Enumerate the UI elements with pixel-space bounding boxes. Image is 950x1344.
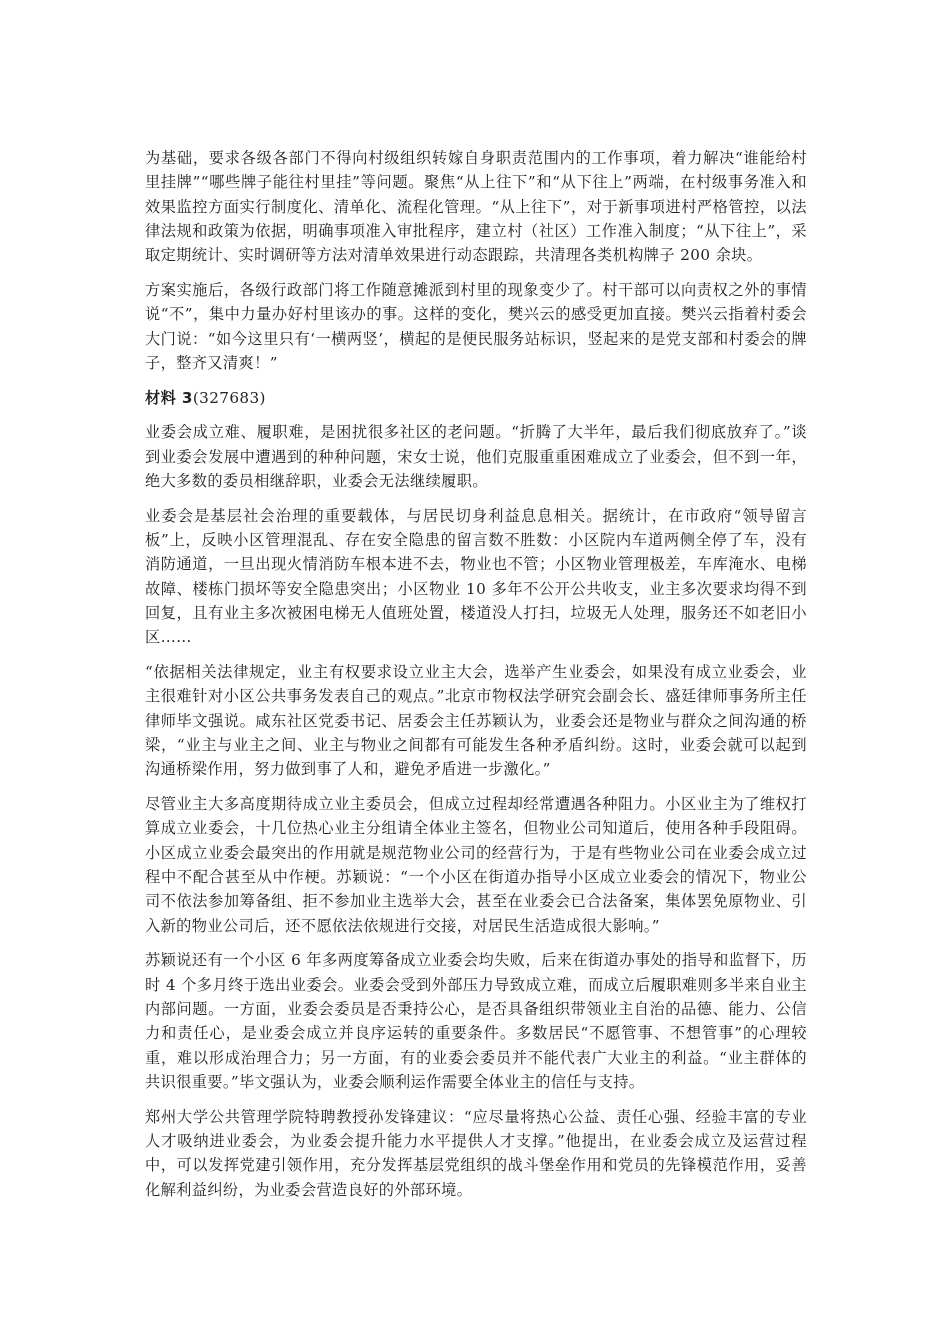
paragraph: 方案实施后，各级行政部门将工作随意摊派到村里的现象变少了。村干部可以向责权之外的事情说“不”，集中力量办好村里该办的事。这样的变化，樊兴云的感受更加直接。樊兴云指着村委会大门说：“如今这里只有‘一横两竖’，横起的是便民服务站标识，竖起来的是党支部和村委会的牌子，整齐又清爽！” (145, 280, 807, 372)
paragraph: 业委会是基层社会治理的重要载体，与居民切身利益息息相关。据统计，在市政府“领导留言板”上，反映小区管理混乱、存在安全隐患的留言数不胜数：小区院内车道两侧全停了车，没有消防通道，一旦出现火情消防车根本进不去，物业也不管；小区物业管理极差，车库淹水、电梯故障、楼栋门损坏等安全隐患突出；小区物业 10 多年不公开公共收支，业主多次要求均得不到回复，且有业主多次被困电梯无人值班处置，楼道没人打扫，垃圾无人处理，服务还不如老旧小区…… (145, 506, 807, 647)
section-heading (145, 386, 807, 410)
document-page (145, 146, 807, 1212)
section-heading-number: (327683) (192, 388, 266, 407)
paragraph: 尽管业主大多高度期待成立业主委员会，但成立过程却经常遭遇各种阻力。小区业主为了维权打算成立业委会，十几位热心业主分组请全体业主签名，但物业公司知道后，使用各种手段阻碍。小区成立业委会最突出的作用就是规范物业公司的经营行为，于是有些物业公司在业委会成立过程中不配合甚至从中作梗。苏颖说：“一个小区在街道办指导小区成立业委会的情况下，物业公司不依法参加筹备组、拒不参加业主选举大会，甚至在业委会已合法备案，集体罢免原物业、引入新的物业公司后，还不愿依法依规进行交接，对居民生活造成很大影响。” (145, 795, 807, 935)
paragraph: 业委会成立难、履职难，是困扰很多社区的老问题。“折腾了大半年，最后我们彻底放弃了。”谈到业委会发展中遭遇到的种种问题，宋女士说，他们克服重重困难成立了业委会，但不到一年，绝大多数的委员相继辞职，业委会无法继续履职。 (145, 423, 807, 491)
paragraph: 郑州大学公共管理学院特聘教授孙发锋建议：“应尽量将热心公益、责任心强、经验丰富的专业人才吸纳进业委会，为业委会提升能力水平提供人才支撑。”他提出，在业委会成立及运营过程中，可以发挥党建引领作用，充分发挥基层党组织的战斗堡垒作用和党员的先锋模范作用，妥善化解利益纠纷，为业委会营造良好的外部环境。 (145, 1107, 807, 1199)
paragraph: 苏颖说还有一个小区 6 年多两度筹备成立业委会均失败，后来在街道办事处的指导和监督下，历时 4 个多月终于选出业委会。业委会受到外部压力导致成立难，而成立后履职难则多半来自业主内部问题。一方面，业委会委员是否秉持公心，是否具备组织带领业主自治的品德、能力、公信力和责任心，是业委会成立并良序运转的重要条件。多数居民“不愿管事、不想管事”的心理较重，难以形成治理合力；另一方面，有的业委会委员并不能代表广大业主的利益。“业主群体的共识很重要。”毕文强认为，业委会顺利运作需要全体业主的信任与支持。 (145, 951, 807, 1091)
section-heading-title: 材料 3 (145, 388, 193, 407)
paragraph: “依据相关法律规定，业主有权要求设立业主大会，选举产生业委会，如果没有成立业委会，业主很难针对小区公共事务发表自己的观点。”北京市物权法学研究会副会长、盛廷律师事务所主任律师毕文强说。咸东社区党委书记、居委会主任苏颖认为，业委会还是物业与群众之间沟通的桥梁，“业主与业主之间、业主与物业之间都有可能发生各种矛盾纠纷。这时，业委会就可以起到沟通桥梁作用，努力做到事了人和，避免矛盾进一步激化。” (145, 663, 807, 779)
paragraph: 为基础，要求各级各部门不得向村级组织转嫁自身职责范围内的工作事项，着力解决“谁能给村里挂牌”“哪些牌子能往村里挂”等问题。聚焦“从上往下”和“从下往上”两端，在村级事务准入和效果监控方面实行制度化、清单化、流程化管理。“从上往下”，对于新事项进村严格管控，以法律法规和政策为依据，明确事项准入审批程序，建立村（社区）工作准入制度；“从下往上”，采取定期统计、实时调研等方法对清单效果进行动态跟踪，共清理各类机构牌子 200 余块。 (145, 149, 807, 265)
